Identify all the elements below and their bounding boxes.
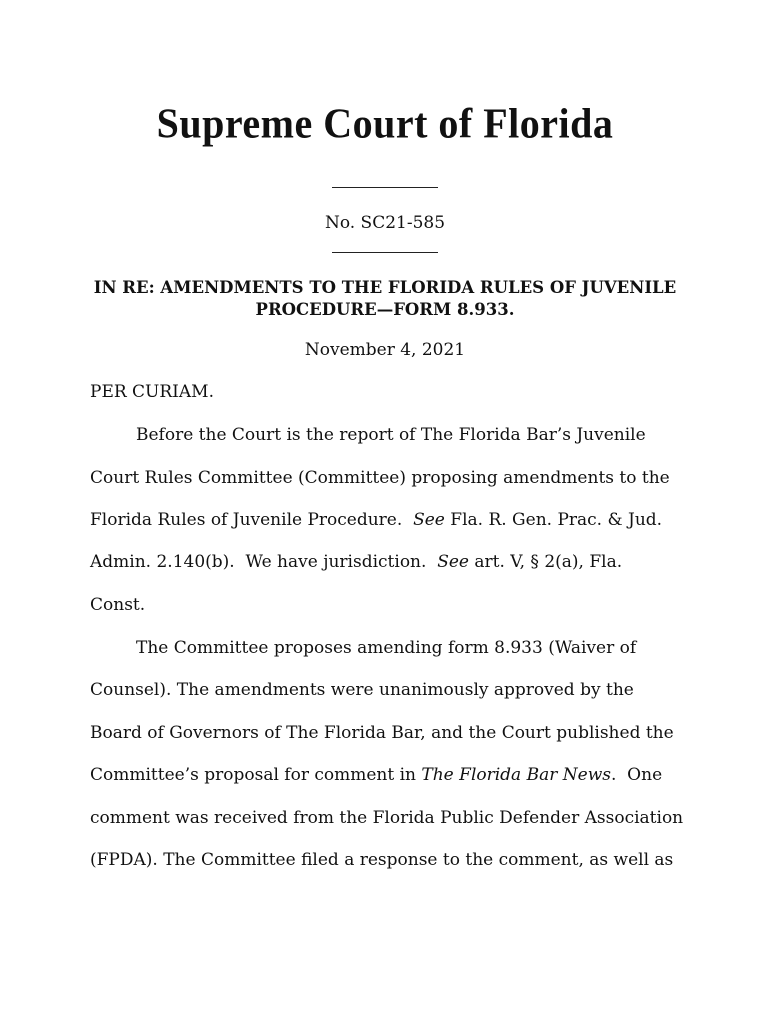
caption-line-1: IN RE: AMENDMENTS TO THE FLORIDA RULES OF JUVENILE: [93, 278, 677, 297]
decision-date: November 4, 2021: [304, 340, 466, 360]
see-signal: See: [437, 552, 469, 572]
case-caption: [90, 277, 680, 321]
p2-line-4: [90, 765, 662, 785]
court-title: Supreme Court of Florida: [156, 99, 614, 148]
p1-line-5: Const.: [90, 595, 146, 615]
see-signal: See: [413, 510, 445, 530]
p1-line-4-text: Admin. 2.140(b). We have jurisdiction.: [90, 552, 438, 572]
per-curiam-heading: PER CURIAM.: [90, 382, 214, 402]
p1-line-4-citation: art. V, § 2(a), Fla.: [469, 552, 623, 572]
p2-line-2: Counsel). The amendments were unanimously approved by the: [90, 680, 634, 700]
p2-line-3: Board of Governors of The Florida Bar, and the Court published the: [90, 723, 674, 743]
p2-line-6: (FPDA). The Committee filed a response to the comment, as well as: [90, 850, 674, 870]
p1-line-4: [90, 552, 622, 572]
p1-line-3-text: Florida Rules of Juvenile Procedure.: [90, 510, 414, 530]
p2-line-1: The Committee proposes amending form 8.933 (Waiver of: [136, 638, 637, 658]
docket-number: No. SC21-585: [324, 213, 446, 233]
p1-line-1: Before the Court is the report of The Florida Bar’s Juvenile: [136, 425, 646, 445]
p1-line-3-citation: Fla. R. Gen. Prac. & Jud.: [444, 510, 663, 530]
p1-line-3: [90, 510, 662, 530]
p2-line-4-text: Committee’s proposal for comment in: [90, 765, 422, 785]
p1-line-2: Court Rules Committee (Committee) proposing amendments to the: [90, 468, 670, 488]
p2-line-4-end: . One: [610, 765, 663, 785]
divider-bottom: [332, 252, 438, 253]
divider-top: [332, 187, 438, 188]
p2-line-5: comment was received from the Florida Public Defender Association: [90, 808, 684, 828]
caption-line-2: PROCEDURE—FORM 8.933.: [255, 300, 515, 319]
publication-title: The Florida Bar News: [421, 765, 611, 785]
